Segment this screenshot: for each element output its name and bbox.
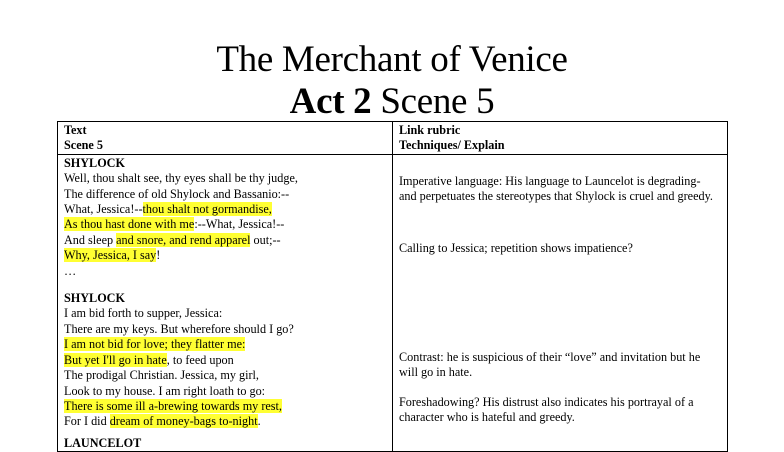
speech-line [64,337,392,352]
text-segment: The prodigal Christian. Jessica, my girl, [64,368,259,383]
text-segment: , to feed upon [166,352,234,367]
text-segment: For I did [64,414,110,429]
speech-line [64,248,392,263]
speech-line [64,187,392,202]
act-label: Act 2 [289,81,372,122]
note-contrast: Contrast: he is suspicious of their “love” and invitation but he will go in hate. [399,350,701,380]
document-title: The Merchant of Venice [216,39,568,80]
text-segment: What, Jessica!-- [64,202,143,217]
text-segment: There are my keys. But wherefore should I go? [64,321,294,336]
play-text-cell [58,154,393,451]
act-scene-heading [0,82,784,122]
speaker-label: LAUNCELOT [64,435,142,450]
note-calling: Calling to Jessica; repetition shows impatience? [399,240,633,255]
header-rubric-column [393,122,728,155]
text-segment: Well, thou shalt see, thy eyes shall be thy judge, [64,171,298,186]
speech-line [64,306,392,321]
notes-cell [393,154,728,451]
speech-line [64,217,392,232]
speech-line [64,322,392,337]
highlighted-text: I am not bid for love; they flatter me: [64,337,246,352]
note-foreshadowing: Foreshadowing? His distrust also indicates his portrayal of a character who is hateful and greedy. [399,394,694,425]
header-rubric-label: Link rubric [399,123,461,137]
analysis-table [57,121,728,452]
header-scene-label: Scene 5 [64,138,103,153]
highlighted-text: thou shalt not gormandise, [142,202,272,217]
speech-block-1 [64,171,392,279]
text-segment: out;-- [250,232,281,247]
text-segment: I am bid forth to supper, Jessica: [64,306,223,321]
speech-line [64,353,392,368]
text-segment: The difference of old Shylock and Bassanio:-- [64,186,290,201]
scene-label: Scene 5 [380,81,495,122]
header-techniques-label: Techniques/ Explain [399,138,505,153]
speech-line [64,414,392,429]
table-header-row [58,122,728,155]
highlighted-text: Why, Jessica, I say [64,248,157,263]
highlighted-text: and snore, and rend apparel [116,232,251,247]
speech-line [64,399,392,414]
speech-block-2 [64,306,392,429]
text-segment: And sleep [64,232,117,247]
text-segment: :--What, Jessica!-- [194,217,285,232]
speech-line [64,384,392,399]
speech-line [64,202,392,217]
text-segment: ! [156,248,161,263]
highlighted-text: But yet I'll go in hate [64,352,167,367]
text-segment: . [257,414,261,429]
speaker-label: SHYLOCK [64,155,125,170]
table-body-row [58,154,728,451]
speech-line [64,171,392,186]
speech-line [64,368,392,383]
header-text-column [58,122,393,155]
text-segment: Look to my house. I am right loath to go: [64,383,266,398]
speaker-label: SHYLOCK [64,291,125,306]
header-text-label: Text [64,123,87,137]
speech-line [64,233,392,248]
note-imperative: Imperative language: His language to Launcelot is degrading- and perpetuates the stereotypes that Shylock is cruel and greedy. [399,173,713,204]
highlighted-text: As thou hast done with me [64,217,195,232]
highlighted-text: There is some ill a-brewing towards my rest, [64,398,282,413]
text-segment: … [64,263,77,278]
speech-line [64,264,392,279]
highlighted-text: dream of money-bags to-night [109,414,258,429]
